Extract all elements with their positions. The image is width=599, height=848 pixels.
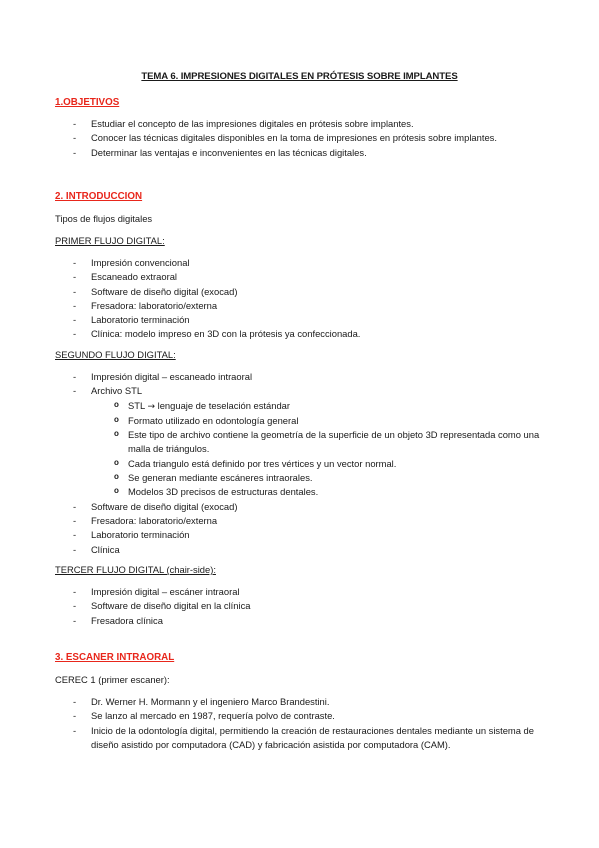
list-item: - Se lanzo al mercado en 1987, requería polvo de contraste.: [0, 709, 560, 723]
list-item: - Software de diseño digital en la clínica: [0, 599, 560, 613]
list-item: - Fresadora: laboratorio/externa: [0, 299, 560, 313]
sub-list-item: o Se generan mediante escáneres intraorales.: [91, 471, 551, 485]
list-item: - Laboratorio terminación: [0, 313, 560, 327]
list-item: [0, 384, 560, 499]
list-item: - Impresión convencional: [0, 256, 560, 270]
list-item: - Laboratorio terminación: [0, 528, 560, 542]
list-item-text: Archivo STL: [91, 385, 143, 397]
primer-flujo-label: PRIMER FLUJO DIGITAL:: [55, 235, 165, 246]
primer-flujo-list: [0, 256, 560, 342]
tercer-flujo-label: TERCER FLUJO DIGITAL (chair-side):: [55, 564, 216, 575]
list-item: - Software de diseño digital (exocad): [0, 500, 560, 514]
list-item: - Fresadora: laboratorio/externa: [0, 514, 560, 528]
sub-list-item: [91, 399, 551, 414]
arrow-right-icon: →: [147, 401, 156, 412]
tercer-flujo-list: [0, 585, 560, 628]
list-item: - Impresión digital – escáner intraoral: [0, 585, 560, 599]
list-item: - Software de diseño digital (exocad): [0, 285, 560, 299]
stl-description: lenguaje de teselación estándar: [157, 399, 291, 411]
segundo-flujo-label: SEGUNDO FLUJO DIGITAL:: [55, 349, 176, 360]
sub-list-item: o Modelos 3D precisos de estructuras dentales.: [91, 485, 551, 499]
list-item: - Escaneado extraoral: [0, 270, 560, 284]
intro-text: Tipos de flujos digitales: [55, 213, 153, 224]
list-item: - Dr. Werner H. Mormann y el ingeniero Marco Brandestini.: [0, 695, 560, 709]
segundo-flujo-list: [0, 370, 560, 557]
escaner-intro: CEREC 1 (primer escaner):: [55, 674, 170, 685]
sub-list-item: o Este tipo de archivo contiene la geometría de la superficie de un objeto 3D representada como una malla de triángulos.: [91, 428, 551, 457]
list-item: - Impresión digital – escaneado intraoral: [0, 370, 560, 384]
list-item: - Inicio de la odontología digital, permitiendo la creación de restauraciones dentales mediante un sistema de diseño asistido por computadora (CAD) y fabricación asistida por computadora (CAM).: [0, 724, 546, 753]
list-item: - Conocer las técnicas digitales disponibles en la toma de impresiones en prótesis sobre implantes.: [0, 131, 560, 145]
section-heading-objetivos: 1.OBJETIVOS: [55, 97, 120, 108]
stl-label: STL: [128, 399, 145, 411]
objetivos-list: [0, 117, 560, 160]
list-item: - Estudiar el concepto de las impresiones digitales en prótesis sobre implantes.: [0, 117, 560, 131]
list-item: - Clínica: [0, 543, 560, 557]
sub-list-item: o Formato utilizado en odontología general: [91, 414, 551, 428]
stl-sublist: [91, 399, 551, 500]
escaner-list: [0, 695, 560, 752]
list-item: - Clínica: modelo impreso en 3D con la prótesis ya confeccionada.: [0, 327, 560, 341]
section-heading-escaner: 3. ESCANER INTRAORAL: [55, 652, 175, 663]
section-heading-introduccion: 2. INTRODUCCION: [55, 191, 143, 202]
sub-list-item: o Cada triangulo está definido por tres vértices y un vector normal.: [91, 457, 551, 471]
document-title: TEMA 6. IMPRESIONES DIGITALES EN PRÓTESIS SOBRE IMPLANTES: [141, 71, 458, 82]
list-item: - Fresadora clínica: [0, 614, 560, 628]
list-item: - Determinar las ventajas e inconvenientes en las técnicas digitales.: [0, 146, 560, 160]
